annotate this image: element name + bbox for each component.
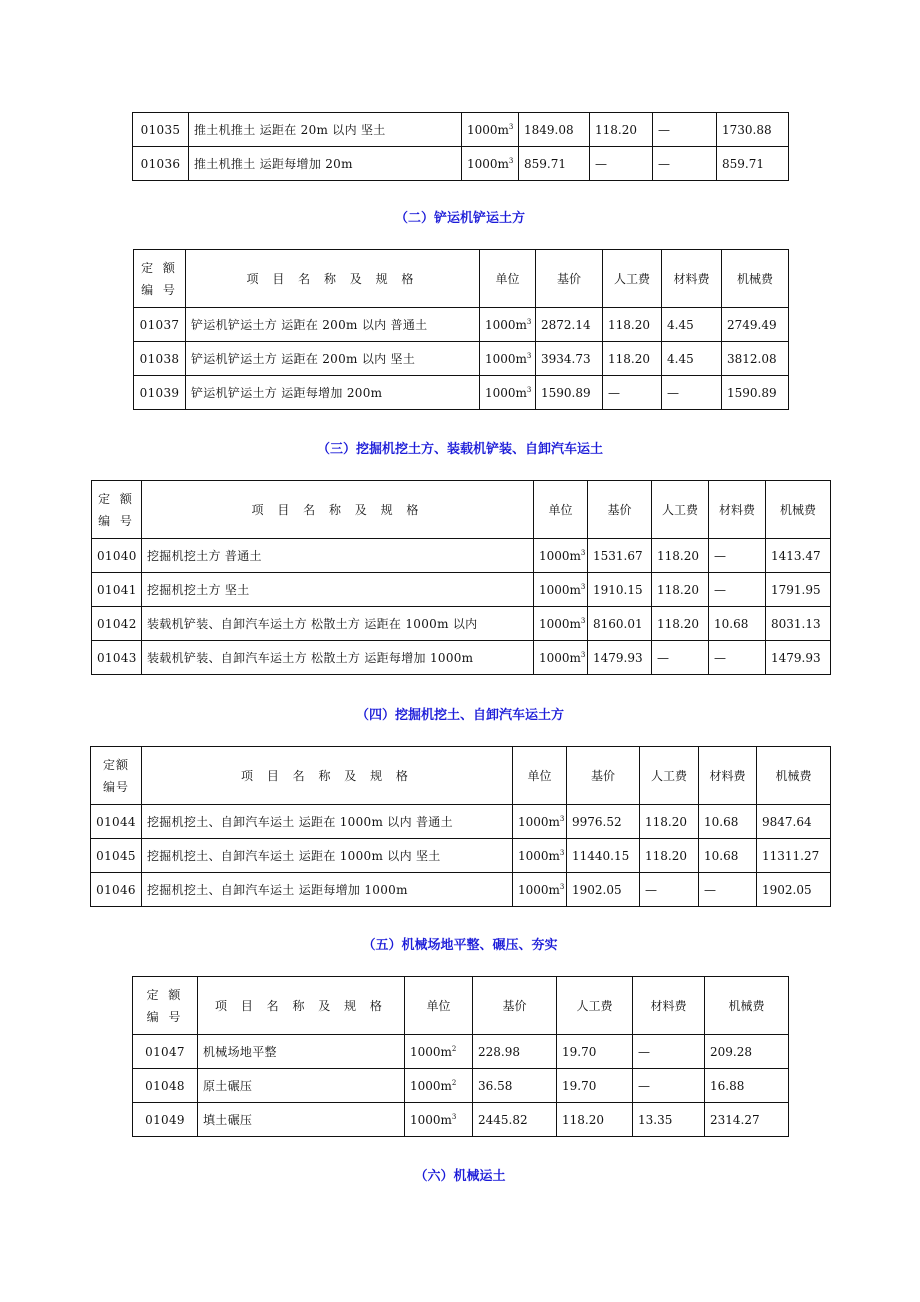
row-name: 装载机铲装、自卸汽车运土方 松散土方 运距每增加 1000m bbox=[142, 641, 534, 675]
row-material: — bbox=[633, 1035, 705, 1069]
row-labor: — bbox=[652, 641, 709, 675]
row-name: 铲运机铲运土方 运距每增加 200m bbox=[186, 376, 480, 410]
row-labor: 118.20 bbox=[640, 805, 699, 839]
row-code: 01039 bbox=[134, 376, 186, 410]
row-machine: 209.28 bbox=[705, 1035, 789, 1069]
header-base-price: 基价 bbox=[473, 977, 557, 1035]
table-excavator-loader bbox=[91, 480, 831, 675]
row-base-price: 1902.05 bbox=[567, 873, 640, 907]
table-header bbox=[134, 250, 789, 308]
row-material: 10.68 bbox=[699, 839, 757, 873]
row-name: 挖掘机挖土、自卸汽车运土 运距在 1000m 以内 坚土 bbox=[142, 839, 513, 873]
row-material: — bbox=[653, 147, 717, 181]
header-machine: 机械费 bbox=[757, 747, 831, 805]
row-machine: 8031.13 bbox=[766, 607, 831, 641]
row-base-price: 1479.93 bbox=[588, 641, 652, 675]
row-labor: 118.20 bbox=[652, 607, 709, 641]
table-row bbox=[133, 1069, 789, 1103]
row-machine: 1590.89 bbox=[722, 376, 789, 410]
header-labor: 人工费 bbox=[603, 250, 662, 308]
table-row bbox=[134, 342, 789, 376]
row-name: 填土碾压 bbox=[198, 1103, 405, 1137]
row-base-price: 1849.08 bbox=[519, 113, 590, 147]
header-code: 定 额 编 号 bbox=[133, 977, 198, 1035]
table-site-leveling bbox=[132, 976, 789, 1137]
row-material: — bbox=[662, 376, 722, 410]
section-heading-5: （五）机械场地平整、碾压、夯实 bbox=[362, 938, 558, 953]
row-unit: $1000m^3$ bbox=[513, 839, 567, 873]
table-row bbox=[92, 641, 831, 675]
row-labor: 19.70 bbox=[557, 1035, 633, 1069]
row-code: 01038 bbox=[134, 342, 186, 376]
header-material: 材料费 bbox=[662, 250, 722, 308]
row-base-price: 859.71 bbox=[519, 147, 590, 181]
table-row bbox=[92, 573, 831, 607]
row-base-price: 228.98 bbox=[473, 1035, 557, 1069]
row-code: 01045 bbox=[91, 839, 142, 873]
row-labor: 118.20 bbox=[603, 342, 662, 376]
row-machine: 1479.93 bbox=[766, 641, 831, 675]
row-name: 装载机铲装、自卸汽车运土方 松散土方 运距在 1000m 以内 bbox=[142, 607, 534, 641]
row-machine: 11311.27 bbox=[757, 839, 831, 873]
header-unit: 单位 bbox=[513, 747, 567, 805]
row-unit: $1000m^3$ bbox=[534, 573, 588, 607]
table-header bbox=[133, 977, 789, 1035]
row-machine: 2749.49 bbox=[722, 308, 789, 342]
row-labor: 118.20 bbox=[603, 308, 662, 342]
row-code: 01046 bbox=[91, 873, 142, 907]
header-unit: 单位 bbox=[534, 481, 588, 539]
header-base-price: 基价 bbox=[567, 747, 640, 805]
row-labor: — bbox=[640, 873, 699, 907]
row-unit: $1000m^3$ bbox=[480, 342, 536, 376]
header-name: 项 目 名 称 及 规 格 bbox=[186, 250, 480, 308]
table-bulldozer bbox=[132, 112, 789, 181]
row-machine: 1730.88 bbox=[717, 113, 789, 147]
table-header bbox=[91, 747, 831, 805]
row-code: 01049 bbox=[133, 1103, 198, 1137]
row-name: 挖掘机挖土方 坚土 bbox=[142, 573, 534, 607]
header-unit: 单位 bbox=[405, 977, 473, 1035]
table-row bbox=[133, 1103, 789, 1137]
row-labor: 118.20 bbox=[640, 839, 699, 873]
table-row bbox=[133, 1035, 789, 1069]
table-header bbox=[92, 481, 831, 539]
row-code: 01036 bbox=[133, 147, 189, 181]
row-unit: $1000m^3$ bbox=[513, 873, 567, 907]
row-labor: 19.70 bbox=[557, 1069, 633, 1103]
header-machine: 机械费 bbox=[705, 977, 789, 1035]
header-labor: 人工费 bbox=[640, 747, 699, 805]
row-material: — bbox=[709, 539, 766, 573]
row-material: 4.45 bbox=[662, 342, 722, 376]
section-heading-6: （六）机械运土 bbox=[414, 1169, 506, 1184]
row-code: 01044 bbox=[91, 805, 142, 839]
row-name: 挖掘机挖土方 普通土 bbox=[142, 539, 534, 573]
header-base-price: 基价 bbox=[536, 250, 603, 308]
table-row bbox=[92, 607, 831, 641]
table-row bbox=[92, 539, 831, 573]
row-name: 挖掘机挖土、自卸汽车运土 运距在 1000m 以内 普通土 bbox=[142, 805, 513, 839]
row-base-price: 2872.14 bbox=[536, 308, 603, 342]
header-name: 项 目 名 称 及 规 格 bbox=[142, 747, 513, 805]
row-base-price: 2445.82 bbox=[473, 1103, 557, 1137]
row-unit: $1000m^3$ bbox=[405, 1103, 473, 1137]
header-name: 项 目 名 称 及 规 格 bbox=[142, 481, 534, 539]
row-labor: — bbox=[603, 376, 662, 410]
header-name: 项 目 名 称 及 规 格 bbox=[198, 977, 405, 1035]
row-base-price: 3934.73 bbox=[536, 342, 603, 376]
table-row bbox=[133, 113, 789, 147]
table-row bbox=[134, 308, 789, 342]
row-machine: 1413.47 bbox=[766, 539, 831, 573]
header-machine: 机械费 bbox=[766, 481, 831, 539]
table-row bbox=[91, 839, 831, 873]
header-code: 定额 编号 bbox=[91, 747, 142, 805]
row-material: — bbox=[709, 641, 766, 675]
header-code: 定 额 编 号 bbox=[92, 481, 142, 539]
row-code: 01048 bbox=[133, 1069, 198, 1103]
row-unit: $1000m^3$ bbox=[534, 607, 588, 641]
row-material: 10.68 bbox=[699, 805, 757, 839]
row-labor: — bbox=[590, 147, 653, 181]
row-machine: 16.88 bbox=[705, 1069, 789, 1103]
row-code: 01047 bbox=[133, 1035, 198, 1069]
row-name: 挖掘机挖土、自卸汽车运土 运距每增加 1000m bbox=[142, 873, 513, 907]
row-code: 01040 bbox=[92, 539, 142, 573]
header-labor: 人工费 bbox=[557, 977, 633, 1035]
row-labor: 118.20 bbox=[652, 573, 709, 607]
header-material: 材料费 bbox=[633, 977, 705, 1035]
row-unit: $1000m^3$ bbox=[513, 805, 567, 839]
header-base-price: 基价 bbox=[588, 481, 652, 539]
row-material: 4.45 bbox=[662, 308, 722, 342]
row-unit: $1000m^2$ bbox=[405, 1035, 473, 1069]
row-unit: $1000m^3$ bbox=[462, 113, 519, 147]
row-material: — bbox=[653, 113, 717, 147]
row-labor: 118.20 bbox=[590, 113, 653, 147]
table-row bbox=[91, 873, 831, 907]
row-material: — bbox=[699, 873, 757, 907]
table-row bbox=[91, 805, 831, 839]
row-material: 13.35 bbox=[633, 1103, 705, 1137]
row-code: 01043 bbox=[92, 641, 142, 675]
row-name: 铲运机铲运土方 运距在 200m 以内 普通土 bbox=[186, 308, 480, 342]
row-base-price: 8160.01 bbox=[588, 607, 652, 641]
row-code: 01042 bbox=[92, 607, 142, 641]
row-name: 机械场地平整 bbox=[198, 1035, 405, 1069]
table-row bbox=[134, 376, 789, 410]
section-heading-2: （二）铲运机铲运土方 bbox=[394, 211, 525, 226]
row-name: 铲运机铲运土方 运距在 200m 以内 坚土 bbox=[186, 342, 480, 376]
row-material: 10.68 bbox=[709, 607, 766, 641]
table-scraper bbox=[133, 249, 789, 410]
row-machine: 2314.27 bbox=[705, 1103, 789, 1137]
row-base-price: 9976.52 bbox=[567, 805, 640, 839]
row-base-price: 36.58 bbox=[473, 1069, 557, 1103]
row-unit: $1000m^2$ bbox=[405, 1069, 473, 1103]
row-unit: $1000m^3$ bbox=[480, 376, 536, 410]
table-excavator-truck bbox=[90, 746, 831, 907]
header-machine: 机械费 bbox=[722, 250, 789, 308]
table-row bbox=[133, 147, 789, 181]
header-material: 材料费 bbox=[699, 747, 757, 805]
row-unit: $1000m^3$ bbox=[534, 539, 588, 573]
row-unit: $1000m^3$ bbox=[534, 641, 588, 675]
row-machine: 1791.95 bbox=[766, 573, 831, 607]
row-name: 推土机推土 运距每增加 20m bbox=[189, 147, 462, 181]
row-name: 推土机推土 运距在 20m 以内 坚土 bbox=[189, 113, 462, 147]
row-machine: 1902.05 bbox=[757, 873, 831, 907]
header-labor: 人工费 bbox=[652, 481, 709, 539]
row-code: 01037 bbox=[134, 308, 186, 342]
row-base-price: 11440.15 bbox=[567, 839, 640, 873]
row-base-price: 1910.15 bbox=[588, 573, 652, 607]
row-machine: 9847.64 bbox=[757, 805, 831, 839]
row-unit: $1000m^3$ bbox=[480, 308, 536, 342]
row-machine: 3812.08 bbox=[722, 342, 789, 376]
row-code: 01035 bbox=[133, 113, 189, 147]
row-base-price: 1590.89 bbox=[536, 376, 603, 410]
header-code: 定 额 编 号 bbox=[134, 250, 186, 308]
row-machine: 859.71 bbox=[717, 147, 789, 181]
row-code: 01041 bbox=[92, 573, 142, 607]
row-material: — bbox=[709, 573, 766, 607]
row-name: 原土碾压 bbox=[198, 1069, 405, 1103]
header-material: 材料费 bbox=[709, 481, 766, 539]
header-unit: 单位 bbox=[480, 250, 536, 308]
row-unit: $1000m^3$ bbox=[462, 147, 519, 181]
row-labor: 118.20 bbox=[652, 539, 709, 573]
row-labor: 118.20 bbox=[557, 1103, 633, 1137]
row-material: — bbox=[633, 1069, 705, 1103]
section-heading-3: （三）挖掘机挖土方、装载机铲装、自卸汽车运土 bbox=[316, 442, 603, 457]
section-heading-4: （四）挖掘机挖土、自卸汽车运土方 bbox=[355, 708, 564, 723]
row-base-price: 1531.67 bbox=[588, 539, 652, 573]
